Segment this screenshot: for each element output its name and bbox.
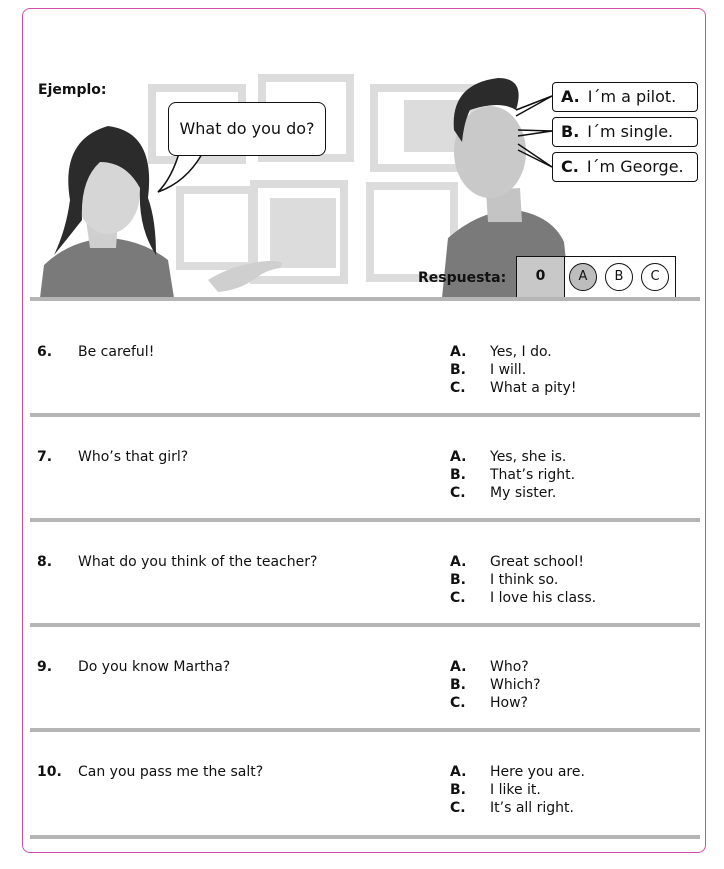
example-option-c [552,152,698,182]
divider [30,728,700,732]
option-text: My sister. [490,485,557,501]
option-letter: C. [450,800,466,816]
question-number: 7. [37,449,53,465]
option-text: Who? [490,659,529,675]
option-text: Great school! [490,554,584,570]
option-text: How? [490,695,528,711]
answer-choice-c[interactable]: C [641,263,669,291]
divider [30,413,700,417]
question-number: 10. [37,764,62,780]
question-6 [30,344,700,414]
answer-box [516,256,676,298]
option-text: I love his class. [490,590,597,606]
divider [30,623,700,627]
question-text: Can you pass me the salt? [78,764,264,780]
divider [30,835,700,839]
option-text: I´m George. [586,157,684,176]
option-letter: B. [450,467,466,483]
option-text: It’s all right. [490,800,574,816]
option-letter: C. [450,485,466,501]
question-number: 6. [37,344,53,360]
option-letter: B. [561,122,580,141]
question-text: Be careful! [78,344,155,360]
question-7 [30,449,700,519]
question-8 [30,554,700,624]
option-letter: C. [450,590,466,606]
option-letter: A. [561,87,580,106]
answer-label: Respuesta: [418,270,507,286]
option-letter: B. [450,677,466,693]
question-text: Who’s that girl? [78,449,189,465]
option-letter: B. [450,362,466,378]
question-10 [30,764,700,834]
example-option-a [552,82,698,112]
answer-choice-a[interactable]: A [569,263,597,291]
question-text: Do you know Martha? [78,659,231,675]
answer-number: 0 [517,257,565,297]
option-letter: C. [561,157,579,176]
question-number: 9. [37,659,53,675]
divider [30,518,700,522]
question-9 [30,659,700,729]
option-letter: B. [450,572,466,588]
option-letter: C. [450,695,466,711]
speech-bubble: What do you do? [168,102,326,156]
option-letter: A. [450,449,467,465]
option-letter: A. [450,344,467,360]
example-section [30,70,700,298]
example-label: Ejemplo: [38,82,107,98]
option-text: I will. [490,362,527,378]
option-text: I think so. [490,572,559,588]
option-letter: A. [450,764,467,780]
option-letter: A. [450,554,467,570]
option-letter: B. [450,782,466,798]
option-text: Yes, I do. [490,344,552,360]
option-text: I´m single. [587,122,674,141]
question-number: 8. [37,554,53,570]
option-letter: A. [450,659,467,675]
option-text: Yes, she is. [490,449,567,465]
option-text: I´m a pilot. [587,87,677,106]
answer-choice-b[interactable]: B [605,263,633,291]
option-text: Here you are. [490,764,585,780]
option-text: What a pity! [490,380,577,396]
option-text: That’s right. [490,467,576,483]
question-text: What do you think of the teacher? [78,554,318,570]
option-text: Which? [490,677,541,693]
option-letter: C. [450,380,466,396]
option-text: I like it. [490,782,541,798]
example-option-b [552,117,698,147]
divider [30,297,700,301]
